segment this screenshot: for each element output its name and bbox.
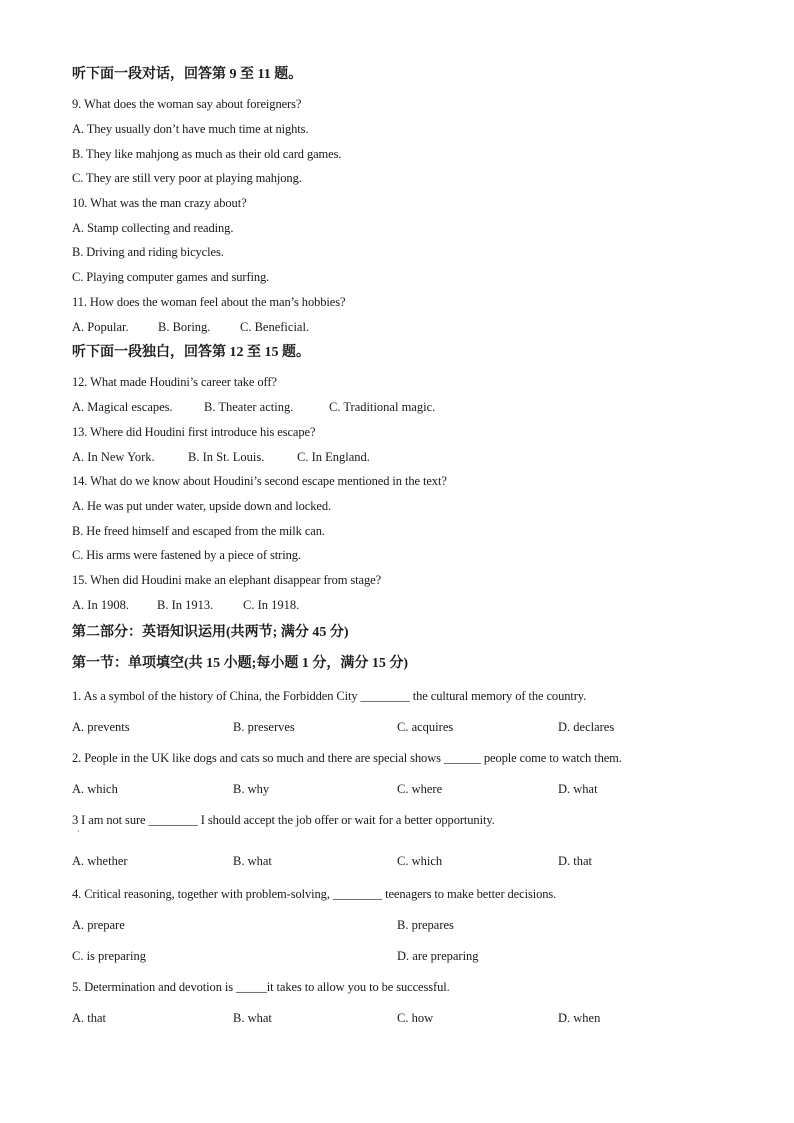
question-11-option-b: B. Boring. [158,320,211,334]
stray-dot-mark: · [77,827,80,836]
question-12-option-b: B. Theater acting. [204,400,294,414]
question-9-stem: 9. What does the woman say about foreigners? [72,97,302,111]
grammar-question-1-option-a: A. prevents [72,720,130,734]
grammar-question-4-option-d: D. are preparing [397,949,479,963]
grammar-question-1-option-d: D. declares [558,720,615,734]
question-14-option-a: A. He was put under water, upside down and locked. [72,499,332,513]
question-14-stem: 14. What do we know about Houdini’s second escape mentioned in the text? [72,474,447,488]
grammar-question-4-option-b: B. prepares [397,918,454,932]
question-13-option-a: A. In New York. [72,450,155,464]
grammar-question-3-option-c: C. which [397,854,443,868]
grammar-question-2-option-d: D. what [558,782,598,796]
grammar-question-1-stem: 1. As a symbol of the history of China, the Forbidden City ________ the cultural memory of the country. [72,689,587,703]
question-15-option-c: C. In 1918. [243,598,300,612]
question-9-option-b: B. They like mahjong as much as their old card games. [72,147,342,161]
question-10-option-c: C. Playing computer games and surfing. [72,270,270,284]
grammar-question-2-stem: 2. People in the UK like dogs and cats so much and there are special shows ______ people come to watch them. [72,751,622,765]
question-14-option-b: B. He freed himself and escaped from the milk can. [72,524,325,538]
grammar-question-5-option-a: A. that [72,1011,107,1025]
question-12-stem: 12. What made Houdini’s career take off? [72,375,277,389]
section-heading-dialogue: 听下面一段对话，回答第 9 至 11 题。 [72,67,303,82]
part2-section1-heading: 第一节：单项填空(共 15 小题;每小题 1 分，满分 15 分) [72,656,408,671]
question-9-option-a: A. They usually don’t have much time at nights. [72,122,309,136]
question-12-option-c: C. Traditional magic. [329,400,436,414]
grammar-question-1-option-c: C. acquires [397,720,454,734]
grammar-question-3-stem: 3 I am not sure ________ I should accept the job offer or wait for a better opportunity. [72,813,495,827]
question-11-option-a: A. Popular. [72,320,129,334]
grammar-question-2-option-a: A. which [72,782,118,796]
question-11-stem: 11. How does the woman feel about the man’s hobbies? [72,295,346,309]
grammar-question-5-option-b: B. what [233,1011,272,1025]
question-14-option-c: C. His arms were fastened by a piece of string. [72,548,301,562]
question-15-stem: 15. When did Houdini make an elephant disappear from stage? [72,573,382,587]
grammar-question-3-option-d: D. that [558,854,593,868]
question-15-option-b: B. In 1913. [157,598,214,612]
question-13-option-b: B. In St. Louis. [188,450,265,464]
part2-heading: 第二部分：英语知识运用(共两节; 满分 45 分) [72,625,349,640]
question-11-option-c: C. Beneficial. [240,320,310,334]
question-15-option-a: A. In 1908. [72,598,129,612]
question-9-option-c: C. They are still very poor at playing mahjong. [72,171,302,185]
grammar-question-3-option-b: B. what [233,854,272,868]
question-13-stem: 13. Where did Houdini first introduce his escape? [72,425,316,439]
question-10-option-a: A. Stamp collecting and reading. [72,221,234,235]
question-10-option-b: B. Driving and riding bicycles. [72,245,224,259]
grammar-question-5-stem: 5. Determination and devotion is _____it takes to allow you to be successful. [72,980,450,994]
grammar-question-4-option-a: A. prepare [72,918,125,932]
grammar-question-3-option-a: A. whether [72,854,128,868]
grammar-question-2-option-c: C. where [397,782,443,796]
grammar-question-2-option-b: B. why [233,782,270,796]
question-12-option-a: A. Magical escapes. [72,400,173,414]
grammar-question-1-option-b: B. preserves [233,720,295,734]
question-13-option-c: C. In England. [297,450,370,464]
grammar-question-4-option-c: C. is preparing [72,949,146,963]
section-heading-monologue: 听下面一段独白，回答第 12 至 15 题。 [72,345,310,360]
grammar-question-5-option-d: D. when [558,1011,601,1025]
grammar-question-5-option-c: C. how [397,1011,434,1025]
grammar-question-4-stem: 4. Critical reasoning, together with problem-solving, ________ teenagers to make better decisions. [72,887,557,901]
question-10-stem: 10. What was the man crazy about? [72,196,247,210]
